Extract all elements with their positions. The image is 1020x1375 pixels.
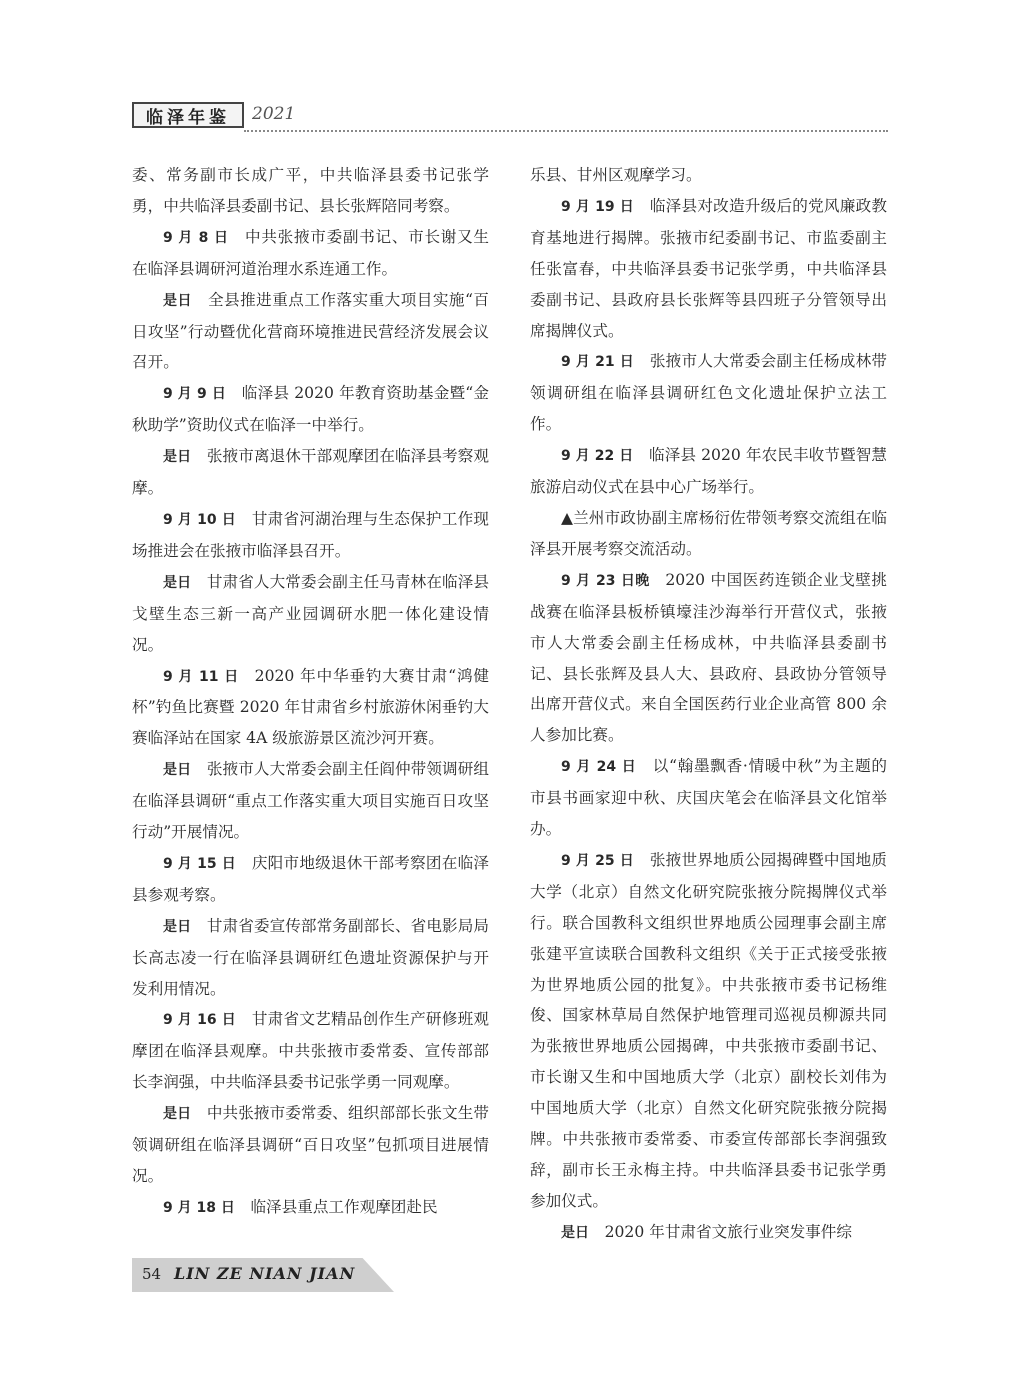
entry-paragraph	[530, 191, 887, 347]
entry-text: 2020 年甘肃省文旅行业突发事件综	[604, 1222, 852, 1241]
page-footer	[132, 1258, 394, 1292]
page-number: 54	[142, 1265, 162, 1283]
entry-text: 张掖市人大常委会副主任阎仲带领调研组在临泽县调研“重点工作落实重大项目实施百日攻坚行动”开展情况。	[132, 760, 489, 842]
entry-text: 乐县、甘州区观摩学习。	[530, 166, 702, 184]
entry-text: 临泽县重点工作观摩团赴民	[250, 1197, 438, 1216]
entry-paragraph	[530, 1217, 887, 1249]
header-dotted-rule	[244, 130, 888, 132]
entry-text: 甘肃省河湖治理与生态保护工作现场推进会在张掖市临泽县召开。	[132, 509, 489, 560]
entry-paragraph	[132, 285, 489, 379]
entry-paragraph	[132, 911, 489, 1005]
entry-date: 9 月 23 日晚	[561, 572, 650, 589]
right-column	[530, 160, 887, 1249]
entry-date: 是日	[163, 449, 192, 466]
entry-date: 是日	[163, 574, 192, 591]
entry-date: 是日	[163, 292, 192, 309]
entry-text: 甘肃省委宣传部常务副部长、省电影局局长高志凌一行在临泽县调研红色遗址资源保护与开发利用情况。	[132, 916, 489, 998]
entry-text: ▲兰州市政协副主席杨衍佐带领考察交流组在临泽县开展考察交流活动。	[530, 508, 887, 558]
entry-date: 9 月 16 日	[163, 1012, 237, 1029]
entry-text: 2020 年中华垂钓大赛甘肃“鸿健杯”钓鱼比赛暨 2020 年甘肃省乡村旅游休闲垂钓大赛临泽站在国家 4A 级旅游景区流沙河开赛。	[132, 666, 489, 748]
entry-date: 9 月 19 日	[561, 198, 635, 215]
entry-text: 甘肃省文艺精品创作生产研修班观摩团在临泽县观摩。中共张掖市委常委、宣传部部长李润强，中共临泽县委书记张学勇一同观摩。	[132, 1010, 489, 1092]
entry-date: 9 月 22 日	[561, 448, 634, 465]
yearbook-logo	[132, 102, 244, 128]
entry-paragraph	[132, 222, 489, 285]
entry-date: 是日	[163, 918, 192, 935]
logo-text: 临泽年鉴	[146, 107, 230, 128]
entry-paragraph	[132, 1098, 489, 1192]
entry-date: 9 月 25 日	[561, 852, 635, 869]
header-year: 2021	[252, 104, 296, 124]
footer-title: LIN ZE NIAN JIAN	[174, 1264, 356, 1283]
entry-text: 委、常务副市长成广平，中共临泽县委书记张学勇，中共临泽县委副书记、县长张辉陪同考察。	[132, 166, 489, 215]
entry-text: 张掖世界地质公园揭碑暨中国地质大学（北京）自然文化研究院张掖分院揭牌仪式举行。联合国教科文组织世界地质公园理事会副主席张建平宣读联合国教科文组织《关于正式接受张掖为世界地质公园的批复》。中共张掖市委书记杨维俊、国家林草局自然保护地管理司巡视员柳源共同为张掖世界地质公园揭碑，中共张掖市委副书记、市长谢又生和中国地质大学（北京）副校长刘伟为中国地质大学（北京）自然文化研究院张掖分院揭牌。中共张掖市委常委、市委宣传部部长李润强致辞，副市长王永梅主持。中共临泽县委书记张学勇参加仪式。	[530, 850, 887, 1210]
entry-text: 中共张掖市委常委、组织部部长张文生带领调研组在临泽县调研“百日攻坚”包抓项目进展情况。	[132, 1104, 489, 1185]
entry-text: 临泽县对改造升级后的党风廉政教育基地进行揭牌。张掖市纪委副书记、市监委副主任张富春，中共临泽县委书记张学勇，中共临泽县委副书记、县政府县长张辉等县四班子分管领导出席揭牌仪式。	[530, 196, 887, 340]
entry-paragraph	[132, 567, 489, 661]
entry-paragraph	[132, 661, 489, 755]
entry-paragraph	[530, 503, 887, 565]
entry-paragraph	[530, 751, 887, 845]
entry-text: 临泽县 2020 年农民丰收节暨智慧旅游启动仪式在县中心广场举行。	[530, 446, 887, 497]
entry-text: 甘肃省人大常委会副主任马青林在临泽县戈壁生态三新一高产业园调研水肥一体化建设情况。	[132, 572, 489, 654]
entry-paragraph	[132, 504, 489, 567]
entry-text: 以“翰墨飘香·情暖中秋”为主题的市县书画家迎中秋、庆国庆笔会在临泽县文化馆举办。	[530, 757, 887, 839]
entry-paragraph	[530, 845, 887, 1217]
entry-text: 2020 中国医药连锁企业戈壁挑战赛在临泽县板桥镇壕洼沙海举行开营仪式，张掖市人大常委会副主任杨成林，中共临泽县委副书记、县长张辉及县人大、县政府、县政协分管领导出席开营仪式。来自全国医药行业企业高管 800 余人参加比赛。	[530, 570, 887, 745]
entry-paragraph	[530, 440, 887, 503]
entry-paragraph	[530, 346, 887, 440]
entry-date: 9 月 11 日	[163, 668, 240, 685]
entry-date: 9 月 8 日	[163, 229, 229, 246]
entry-paragraph	[132, 1004, 489, 1098]
entry-date: 9 月 9 日	[163, 386, 227, 403]
entry-date: 9 月 15 日	[163, 855, 237, 872]
entry-date: 9 月 10 日	[163, 511, 237, 528]
page-header	[132, 98, 888, 134]
entry-paragraph	[132, 441, 489, 504]
entry-paragraph	[132, 848, 489, 911]
entry-text: 中共张掖市委副书记、市长谢又生在临泽县调研河道治理水系连通工作。	[132, 227, 489, 278]
entry-text: 张掖市人大常委会副主任杨成林带领调研组在临泽县调研红色文化遗址保护立法工作。	[530, 352, 887, 434]
entry-date: 9 月 21 日	[561, 354, 635, 371]
entry-text: 庆阳市地级退休干部考察团在临泽县参观考察。	[132, 853, 489, 904]
entry-text: 张掖市离退休干部观摩团在临泽县考察观摩。	[132, 447, 489, 498]
entry-text: 全县推进重点工作落实重大项目实施“百日攻坚”行动暨优化营商环境推进民营经济发展会议召开。	[132, 290, 489, 372]
entry-paragraph	[132, 160, 489, 222]
entry-paragraph	[132, 754, 489, 848]
entry-date: 是日	[561, 1224, 589, 1241]
entry-paragraph	[530, 565, 887, 751]
left-column	[132, 160, 489, 1224]
entry-date: 9 月 24 日	[561, 759, 637, 776]
entry-date: 9 月 18 日	[163, 1199, 235, 1216]
entry-date: 是日	[163, 1106, 192, 1123]
entry-paragraph	[132, 378, 489, 441]
entry-paragraph	[132, 1192, 489, 1224]
entry-text: 临泽县 2020 年教育资助基金暨“金秋助学”资助仪式在临泽一中举行。	[132, 384, 490, 435]
entry-date: 是日	[163, 762, 192, 779]
entry-paragraph	[530, 160, 887, 191]
